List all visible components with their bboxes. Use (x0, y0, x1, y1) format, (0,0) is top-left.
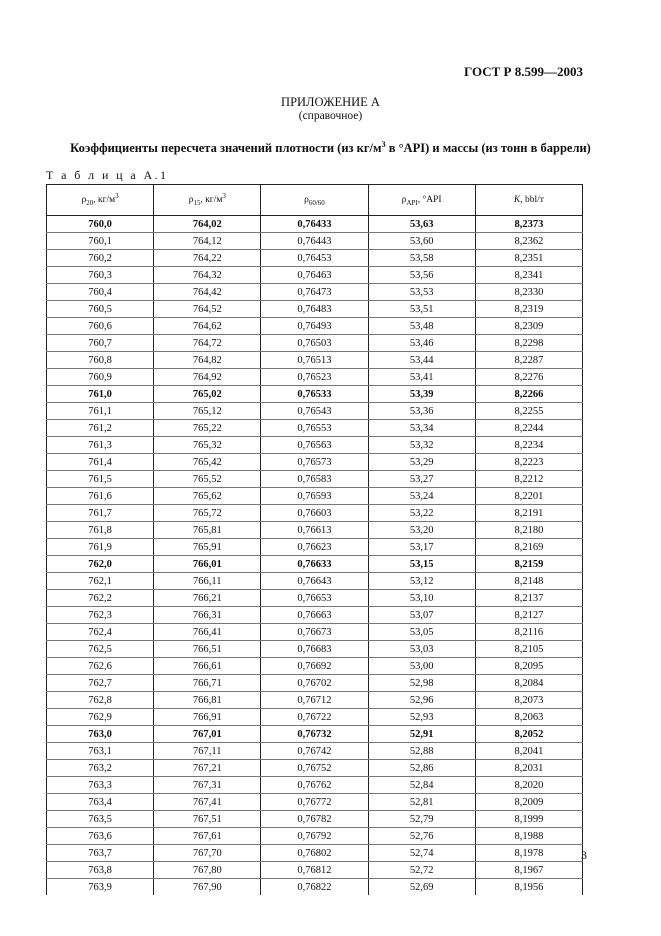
table-cell: 0,76553 (261, 420, 368, 437)
table-cell: 53,46 (368, 335, 475, 352)
table-cell: 764,92 (154, 369, 261, 386)
table-row (47, 539, 583, 556)
table-cell: 8,2137 (475, 590, 582, 607)
table-cell: 0,76443 (261, 233, 368, 250)
table-row (47, 641, 583, 658)
table-cell: 765,52 (154, 471, 261, 488)
table-cell: 766,51 (154, 641, 261, 658)
table-cell: 765,91 (154, 539, 261, 556)
table-cell: 53,29 (368, 454, 475, 471)
table-cell: 0,76742 (261, 743, 368, 760)
column-header-rho15 (154, 185, 261, 216)
table-cell: 760,5 (47, 301, 154, 318)
table-cell: 8,2073 (475, 692, 582, 709)
table-cell: 767,90 (154, 879, 261, 896)
table-cell: 0,76503 (261, 335, 368, 352)
table-cell: 52,93 (368, 709, 475, 726)
table-cell: 8,2105 (475, 641, 582, 658)
table-cell: 762,8 (47, 692, 154, 709)
col-unit: , °API (417, 195, 442, 206)
table-cell: 53,24 (368, 488, 475, 505)
col-unit: , кг/м (93, 195, 116, 206)
table-cell: 762,7 (47, 675, 154, 692)
table-cell: 8,2341 (475, 267, 582, 284)
col-symbol: ρ (81, 195, 87, 206)
table-cell: 0,76593 (261, 488, 368, 505)
table-cell: 763,5 (47, 811, 154, 828)
table-header-row (47, 185, 583, 216)
table-cell: 53,48 (368, 318, 475, 335)
table-cell: 0,76812 (261, 862, 368, 879)
table-cell: 53,12 (368, 573, 475, 590)
table-cell: 761,1 (47, 403, 154, 420)
table-cell: 761,6 (47, 488, 154, 505)
table-cell: 764,12 (154, 233, 261, 250)
col-subscript: 60/60 (308, 199, 325, 208)
table-cell: 764,82 (154, 352, 261, 369)
table-cell: 766,01 (154, 556, 261, 573)
table-cell: 0,76453 (261, 250, 368, 267)
table-row (47, 267, 583, 284)
table-cell: 0,76702 (261, 675, 368, 692)
table-row (47, 573, 583, 590)
table-cell: 52,96 (368, 692, 475, 709)
table-row (47, 811, 583, 828)
table-cell: 760,2 (47, 250, 154, 267)
table-cell: 8,2052 (475, 726, 582, 743)
table-cell: 53,53 (368, 284, 475, 301)
col-symbol: K (513, 195, 521, 206)
table-cell: 52,98 (368, 675, 475, 692)
table-row (47, 369, 583, 386)
table-cell: 53,39 (368, 386, 475, 403)
table-row (47, 471, 583, 488)
table-heading (0, 140, 661, 156)
conversion-table (46, 184, 583, 895)
table-cell: 765,42 (154, 454, 261, 471)
table-cell: 53,15 (368, 556, 475, 573)
table-cell: 8,2169 (475, 539, 582, 556)
table-cell: 0,76483 (261, 301, 368, 318)
table-cell: 760,4 (47, 284, 154, 301)
heading-text-before: Коэффициенты пересчета значений плотности (из кг/м (70, 141, 382, 156)
table-row (47, 760, 583, 777)
table-cell: 52,91 (368, 726, 475, 743)
table-cell: 760,9 (47, 369, 154, 386)
col-symbol: ρ (304, 195, 309, 206)
table-cell: 764,02 (154, 216, 261, 233)
table-cell: 766,81 (154, 692, 261, 709)
table-cell: 8,2148 (475, 573, 582, 590)
table-cell: 8,2309 (475, 318, 582, 335)
table-cell: 0,76583 (261, 471, 368, 488)
table-row (47, 726, 583, 743)
table-row (47, 335, 583, 352)
table-row (47, 794, 583, 811)
table-cell: 0,76603 (261, 505, 368, 522)
table-cell: 0,76683 (261, 641, 368, 658)
table-cell: 8,2223 (475, 454, 582, 471)
table-cell: 52,72 (368, 862, 475, 879)
table-cell: 767,31 (154, 777, 261, 794)
table-cell: 0,76663 (261, 607, 368, 624)
table-cell: 53,60 (368, 233, 475, 250)
table-cell: 762,0 (47, 556, 154, 573)
table-cell: 8,2084 (475, 675, 582, 692)
table-cell: 8,2319 (475, 301, 582, 318)
table-cell: 766,11 (154, 573, 261, 590)
table-cell: 53,22 (368, 505, 475, 522)
table-row (47, 743, 583, 760)
table-cell: 53,44 (368, 352, 475, 369)
table-cell: 8,2287 (475, 352, 582, 369)
table-row (47, 556, 583, 573)
table-cell: 8,2298 (475, 335, 582, 352)
table-cell: 0,76463 (261, 267, 368, 284)
table-cell: 766,41 (154, 624, 261, 641)
table-cell: 8,2266 (475, 386, 582, 403)
table-cell: 0,76722 (261, 709, 368, 726)
table-row (47, 692, 583, 709)
annex-title: ПРИЛОЖЕНИЕ А (281, 95, 380, 109)
table-body (47, 216, 583, 896)
column-header-k (475, 185, 582, 216)
table-row (47, 454, 583, 471)
table-cell: 767,80 (154, 862, 261, 879)
table-cell: 760,8 (47, 352, 154, 369)
table-cell: 763,4 (47, 794, 154, 811)
table-row (47, 386, 583, 403)
column-header-api (368, 185, 475, 216)
table-cell: 53,27 (368, 471, 475, 488)
table-cell: 53,20 (368, 522, 475, 539)
table-cell: 767,61 (154, 828, 261, 845)
table-cell: 761,3 (47, 437, 154, 454)
table-cell: 766,71 (154, 675, 261, 692)
table-cell: 765,62 (154, 488, 261, 505)
col-unit: , bbl/т (520, 195, 544, 206)
table-cell: 8,1978 (475, 845, 582, 862)
table-cell: 0,76792 (261, 828, 368, 845)
table-row (47, 437, 583, 454)
table-cell: 767,70 (154, 845, 261, 862)
table-cell: 764,62 (154, 318, 261, 335)
table-cell: 761,8 (47, 522, 154, 539)
table-cell: 52,84 (368, 777, 475, 794)
table-cell: 762,5 (47, 641, 154, 658)
column-header-rho60 (261, 185, 368, 216)
table-row (47, 522, 583, 539)
col-superscript: 3 (222, 192, 226, 201)
table-cell: 8,2373 (475, 216, 582, 233)
column-header-rho20 (47, 185, 154, 216)
table-cell: 0,76802 (261, 845, 368, 862)
table-cell: 8,2063 (475, 709, 582, 726)
table-caption: Т а б л и ц а А.1 (46, 168, 169, 182)
table-cell: 765,72 (154, 505, 261, 522)
table-cell: 0,76633 (261, 556, 368, 573)
table-cell: 0,76653 (261, 590, 368, 607)
table-cell: 8,2159 (475, 556, 582, 573)
table-cell: 0,76613 (261, 522, 368, 539)
annex-block (0, 95, 661, 123)
table-cell: 0,76433 (261, 216, 368, 233)
table-cell: 53,32 (368, 437, 475, 454)
table-cell: 762,4 (47, 624, 154, 641)
table-cell: 8,2212 (475, 471, 582, 488)
table-cell: 767,41 (154, 794, 261, 811)
table-cell: 52,81 (368, 794, 475, 811)
table-cell: 764,22 (154, 250, 261, 267)
table-cell: 761,0 (47, 386, 154, 403)
table-cell: 763,9 (47, 879, 154, 896)
table-cell: 760,6 (47, 318, 154, 335)
table-row (47, 624, 583, 641)
table-cell: 8,2201 (475, 488, 582, 505)
table-cell: 53,63 (368, 216, 475, 233)
table-cell: 53,05 (368, 624, 475, 641)
table-cell: 764,32 (154, 267, 261, 284)
table-cell: 0,76523 (261, 369, 368, 386)
table-cell: 0,76822 (261, 879, 368, 896)
table-cell: 761,7 (47, 505, 154, 522)
table-cell: 766,91 (154, 709, 261, 726)
table-cell: 763,8 (47, 862, 154, 879)
table-cell: 765,22 (154, 420, 261, 437)
table-cell: 766,61 (154, 658, 261, 675)
col-subscript: 20 (86, 199, 94, 208)
table-cell: 0,76692 (261, 658, 368, 675)
table-cell: 0,76573 (261, 454, 368, 471)
table-row (47, 862, 583, 879)
table-cell: 53,07 (368, 607, 475, 624)
table-cell: 765,02 (154, 386, 261, 403)
table-cell: 762,9 (47, 709, 154, 726)
table-cell: 761,5 (47, 471, 154, 488)
table-cell: 765,81 (154, 522, 261, 539)
table-cell: 0,76712 (261, 692, 368, 709)
table-row (47, 233, 583, 250)
table-cell: 763,3 (47, 777, 154, 794)
table-cell: 763,0 (47, 726, 154, 743)
table-cell: 767,01 (154, 726, 261, 743)
table-row (47, 318, 583, 335)
table-cell: 0,76772 (261, 794, 368, 811)
table-cell: 0,76732 (261, 726, 368, 743)
table-cell: 0,76563 (261, 437, 368, 454)
table-cell: 762,2 (47, 590, 154, 607)
document-code: ГОСТ Р 8.599—2003 (464, 64, 583, 79)
table-cell: 8,2020 (475, 777, 582, 794)
table-cell: 0,76643 (261, 573, 368, 590)
table-cell: 8,2351 (475, 250, 582, 267)
table-cell: 8,2330 (475, 284, 582, 301)
table-cell: 761,2 (47, 420, 154, 437)
table-row (47, 607, 583, 624)
col-subscript: API (406, 199, 418, 208)
table-row (47, 675, 583, 692)
table-cell: 52,76 (368, 828, 475, 845)
table-cell: 8,2255 (475, 403, 582, 420)
table-cell: 762,1 (47, 573, 154, 590)
table-cell: 8,1956 (475, 879, 582, 896)
table-cell: 53,17 (368, 539, 475, 556)
table-cell: 764,52 (154, 301, 261, 318)
table-row (47, 879, 583, 896)
table-row (47, 403, 583, 420)
table-cell: 8,2276 (475, 369, 582, 386)
table-cell: 764,72 (154, 335, 261, 352)
table-cell: 52,74 (368, 845, 475, 862)
col-subscript: 15 (193, 199, 201, 208)
table-cell: 766,31 (154, 607, 261, 624)
table-cell: 763,1 (47, 743, 154, 760)
table-cell: 8,1999 (475, 811, 582, 828)
table-cell: 53,03 (368, 641, 475, 658)
table-cell: 0,76533 (261, 386, 368, 403)
table-row (47, 250, 583, 267)
table-cell: 761,4 (47, 454, 154, 471)
table-cell: 762,3 (47, 607, 154, 624)
table-cell: 53,56 (368, 267, 475, 284)
table-row (47, 845, 583, 862)
table-cell: 760,7 (47, 335, 154, 352)
table-cell: 763,2 (47, 760, 154, 777)
table-cell: 762,6 (47, 658, 154, 675)
table-cell: 52,88 (368, 743, 475, 760)
table-cell: 8,2234 (475, 437, 582, 454)
table-cell: 0,76493 (261, 318, 368, 335)
table-cell: 8,2041 (475, 743, 582, 760)
col-symbol: ρ (401, 195, 407, 206)
table-cell: 53,41 (368, 369, 475, 386)
table-cell: 760,0 (47, 216, 154, 233)
table-cell: 0,76752 (261, 760, 368, 777)
table-cell: 765,12 (154, 403, 261, 420)
table-cell: 0,76623 (261, 539, 368, 556)
table-cell: 52,69 (368, 879, 475, 896)
table-row (47, 590, 583, 607)
table-row (47, 709, 583, 726)
table-cell: 53,34 (368, 420, 475, 437)
table-cell: 53,36 (368, 403, 475, 420)
table-cell: 8,2009 (475, 794, 582, 811)
table-cell: 8,2362 (475, 233, 582, 250)
table-cell: 8,2127 (475, 607, 582, 624)
table-cell: 763,7 (47, 845, 154, 862)
table-row (47, 216, 583, 233)
table-cell: 53,51 (368, 301, 475, 318)
table-row (47, 505, 583, 522)
table-cell: 761,9 (47, 539, 154, 556)
table-cell: 760,3 (47, 267, 154, 284)
table-cell: 0,76473 (261, 284, 368, 301)
table-cell: 0,76762 (261, 777, 368, 794)
table-row (47, 352, 583, 369)
table-cell: 767,51 (154, 811, 261, 828)
annex-subtitle: (справочное) (298, 110, 363, 122)
heading-text-after: в °API) и массы (из тонн в баррели) (385, 141, 591, 156)
table-cell: 8,2031 (475, 760, 582, 777)
table-cell: 763,6 (47, 828, 154, 845)
col-superscript: 3 (115, 192, 119, 201)
table-row (47, 828, 583, 845)
table-cell: 8,2116 (475, 624, 582, 641)
table-cell: 53,58 (368, 250, 475, 267)
table-row (47, 301, 583, 318)
table-cell: 8,2180 (475, 522, 582, 539)
table-cell: 767,11 (154, 743, 261, 760)
col-symbol: ρ (188, 195, 194, 206)
table-cell: 0,76782 (261, 811, 368, 828)
table-cell: 8,2095 (475, 658, 582, 675)
table-cell: 8,1988 (475, 828, 582, 845)
table-cell: 52,86 (368, 760, 475, 777)
col-unit: , кг/м (200, 195, 223, 206)
table-cell: 8,1967 (475, 862, 582, 879)
table-row (47, 284, 583, 301)
table-cell: 0,76543 (261, 403, 368, 420)
table-row (47, 420, 583, 437)
table-cell: 0,76513 (261, 352, 368, 369)
table-row (47, 488, 583, 505)
table-cell: 53,00 (368, 658, 475, 675)
table-cell: 767,21 (154, 760, 261, 777)
table-row (47, 777, 583, 794)
table-cell: 0,76673 (261, 624, 368, 641)
table-cell: 8,2244 (475, 420, 582, 437)
table-row (47, 658, 583, 675)
table-cell: 8,2191 (475, 505, 582, 522)
table-cell: 53,10 (368, 590, 475, 607)
table-cell: 765,32 (154, 437, 261, 454)
page-number: 3 (581, 848, 587, 862)
table-cell: 766,21 (154, 590, 261, 607)
table-cell: 52,79 (368, 811, 475, 828)
table-cell: 764,42 (154, 284, 261, 301)
heading-superscript: 3 (381, 140, 386, 149)
table-cell: 760,1 (47, 233, 154, 250)
